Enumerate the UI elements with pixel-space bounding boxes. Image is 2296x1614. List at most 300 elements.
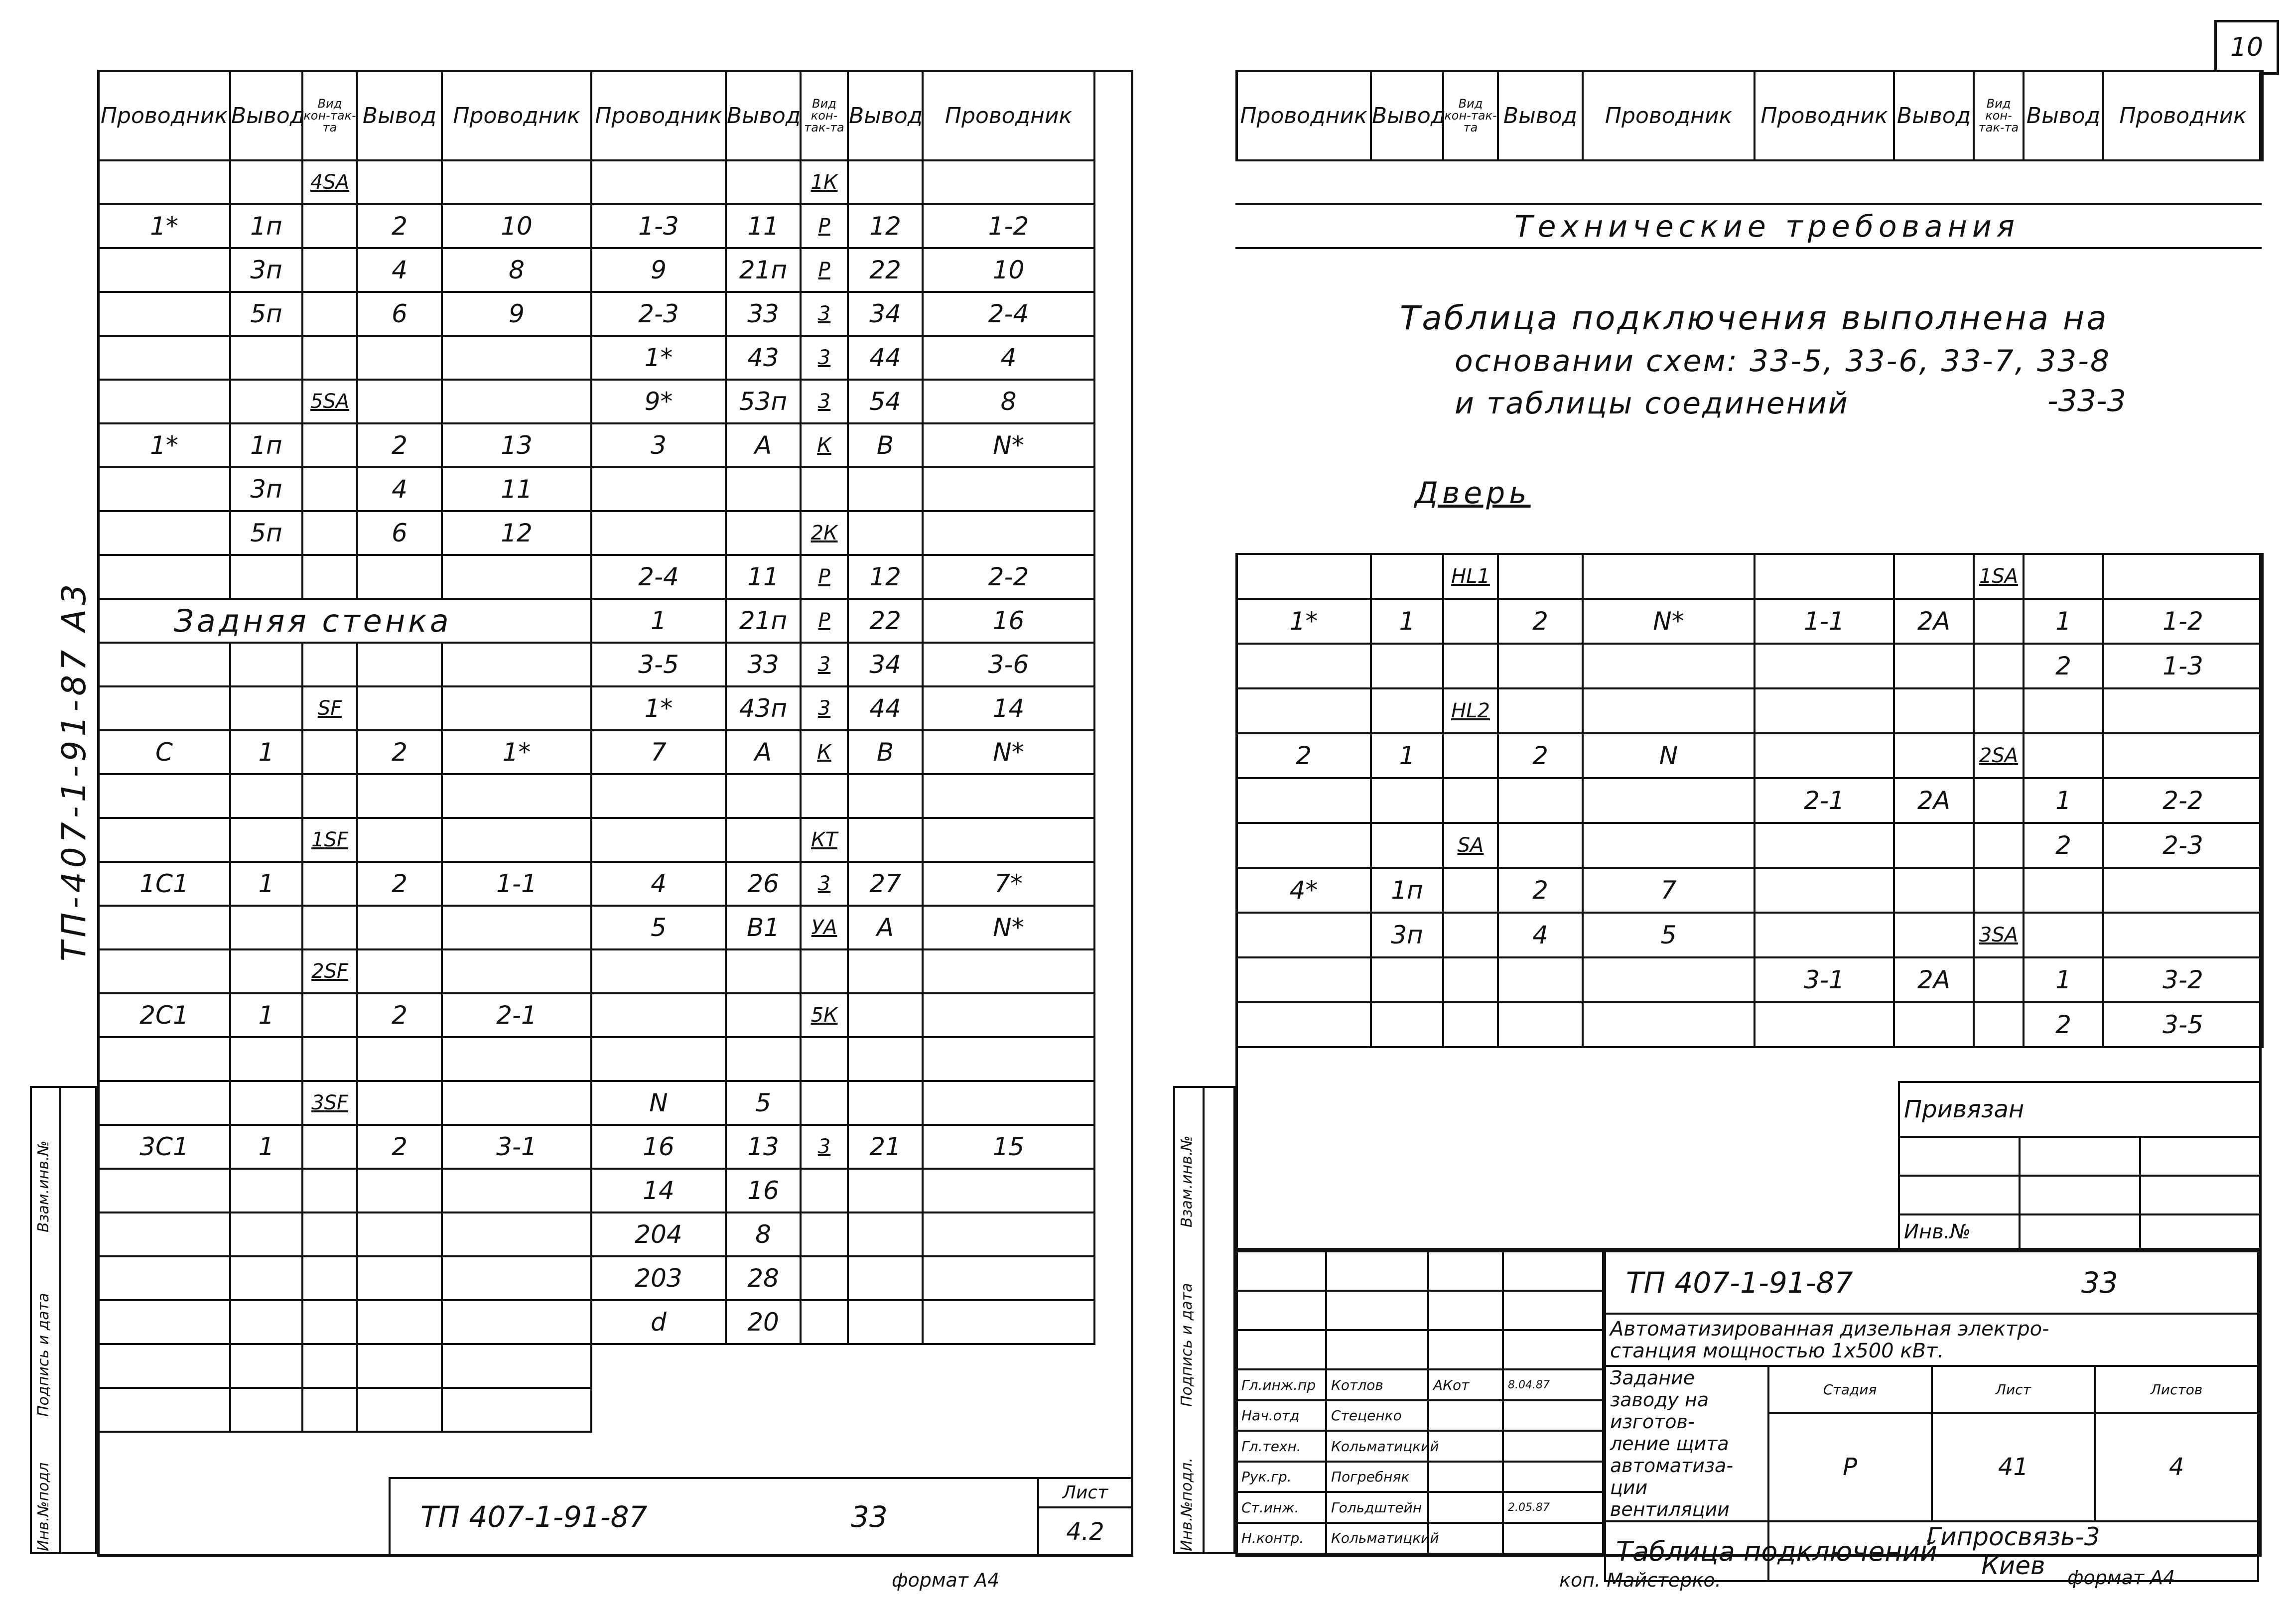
table-cell: 5п: [230, 511, 302, 555]
table-cell: [230, 949, 302, 993]
device-cell: [1443, 599, 1498, 644]
table-cell: [1755, 823, 1894, 868]
table-cell: [1755, 1002, 1894, 1047]
table-row: [591, 862, 1094, 906]
table-cell: [442, 1037, 591, 1081]
device-cell: 3: [801, 336, 848, 380]
table-cell: [1371, 554, 1443, 599]
table-cell: [1236, 688, 1371, 733]
signer-name: Погребняк: [1326, 1462, 1428, 1492]
table-cell: 2А: [1894, 778, 1974, 823]
table-cell: 203: [591, 1256, 726, 1300]
table-cell: [357, 160, 442, 204]
table-cell: [2103, 554, 2263, 599]
table-cell: [98, 1212, 230, 1256]
table-cell: 33: [726, 643, 801, 686]
device-cell: [302, 292, 357, 336]
table-cell: [1236, 778, 1371, 823]
signer-row: [1236, 1400, 1603, 1431]
signer-name: Стеценко: [1326, 1400, 1428, 1431]
table-row: [1236, 778, 1755, 823]
sheet-label: Лист: [1932, 1366, 2095, 1413]
table-cell: [848, 818, 923, 862]
table-cell: [923, 1256, 1094, 1300]
col-header: Вид кон-так-та: [1974, 71, 2024, 160]
table-cell: [1498, 554, 1583, 599]
table-cell: [357, 1169, 442, 1212]
section-title: Задняя стенка: [98, 599, 591, 643]
table-cell: [442, 949, 591, 993]
table-row: [98, 423, 591, 467]
table-cell: 9: [591, 248, 726, 292]
table-cell: 1: [2024, 599, 2103, 644]
table-cell: [98, 686, 230, 730]
table-row: [98, 1388, 591, 1432]
table-cell: С: [98, 730, 230, 774]
table-cell: 44: [848, 336, 923, 380]
table-cell: [1236, 957, 1371, 1002]
page-number-box: [2214, 20, 2279, 75]
table-cell: [230, 686, 302, 730]
col-header: Проводник: [442, 71, 591, 160]
table-cell: [923, 1081, 1094, 1125]
table-cell: 12: [848, 204, 923, 248]
device-cell: 3: [801, 1125, 848, 1169]
table-cell: [2024, 913, 2103, 957]
device-cell: 4SA: [302, 160, 357, 204]
table-cell: 3-1: [1755, 957, 1894, 1002]
table-cell: [848, 993, 923, 1037]
table-cell: 2: [357, 423, 442, 467]
table-cell: [1583, 688, 1755, 733]
table-cell: [1371, 644, 1443, 688]
table-cell: [357, 1212, 442, 1256]
binding-strip-left: [30, 1086, 97, 1554]
table-cell: 44: [848, 686, 923, 730]
device-cell: [801, 1037, 848, 1081]
device-cell: [302, 1256, 357, 1300]
table-cell: [442, 906, 591, 949]
table-cell: [1371, 823, 1443, 868]
table-cell: [98, 818, 230, 862]
table-cell: [726, 818, 801, 862]
table-cell: [1894, 644, 1974, 688]
note-line-3-ref: -33-3: [2047, 384, 2126, 418]
device-cell: [302, 1037, 357, 1081]
table-cell: N*: [923, 423, 1094, 467]
col-header: Вывод: [1894, 71, 1974, 160]
table-cell: 1*: [98, 204, 230, 248]
table-cell: 4: [923, 336, 1094, 380]
table-cell: [98, 467, 230, 511]
table-cell: [923, 774, 1094, 818]
device-cell: SA: [1443, 823, 1498, 868]
table-row: [591, 423, 1094, 467]
device-cell: 3SA: [1974, 913, 2024, 957]
table-cell: 1: [230, 1125, 302, 1169]
table-cell: [1894, 823, 1974, 868]
signer-role: Н.контр.: [1236, 1523, 1326, 1554]
header-table-right-b: [1754, 70, 2264, 161]
col-header: Вывод: [848, 71, 923, 160]
side-label: ТП-407-1-91-87 А3: [55, 580, 93, 961]
table-cell: [442, 1081, 591, 1125]
table-cell: d: [591, 1300, 726, 1344]
signer-row: [1236, 1369, 1603, 1400]
signer-role: Нач.отд: [1236, 1400, 1326, 1431]
table-cell: [98, 336, 230, 380]
table-cell: 1-2: [2103, 599, 2263, 644]
table-cell: [2024, 688, 2103, 733]
table-row: [591, 380, 1094, 423]
sheets-value: 4: [2095, 1413, 2258, 1521]
table-cell: [98, 1344, 230, 1388]
table-cell: 34: [848, 292, 923, 336]
table-cell: [1894, 688, 1974, 733]
table-cell: [1583, 957, 1755, 1002]
device-cell: 5К: [801, 993, 848, 1037]
table-cell: [98, 1169, 230, 1212]
binding-label: Подпись и дата: [1178, 1283, 1196, 1407]
table-cell: 5: [726, 1081, 801, 1125]
table-cell: 14: [591, 1169, 726, 1212]
table-cell: 11: [442, 467, 591, 511]
device-cell: Р: [801, 599, 848, 643]
table-cell: 26: [726, 862, 801, 906]
device-cell: [302, 555, 357, 599]
table-row: [1755, 778, 2263, 823]
table-cell: [726, 993, 801, 1037]
table-row: [1755, 1002, 2263, 1047]
table-cell: 204: [591, 1212, 726, 1256]
table-cell: 22: [848, 599, 923, 643]
table-cell: 4*: [1236, 868, 1371, 913]
table-cell: 5п: [230, 292, 302, 336]
device-cell: [1974, 1002, 2024, 1047]
device-cell: [302, 423, 357, 467]
signer-name: Гольдштейн: [1326, 1492, 1428, 1523]
table-cell: [357, 906, 442, 949]
device-cell: [302, 993, 357, 1037]
table-cell: [230, 1037, 302, 1081]
table-cell: [230, 906, 302, 949]
device-cell: [302, 643, 357, 686]
table-cell: [98, 1081, 230, 1125]
signer-role: Гл.инж.пр: [1236, 1369, 1326, 1400]
table-cell: 10: [442, 204, 591, 248]
table-cell: [98, 511, 230, 555]
device-cell: 1К: [801, 160, 848, 204]
table-cell: 1*: [1236, 599, 1371, 644]
table-row: [1236, 957, 1755, 1002]
table-cell: [2103, 913, 2263, 957]
table-cell: 7: [591, 730, 726, 774]
device-cell: 3: [801, 686, 848, 730]
table-row: [1755, 913, 2263, 957]
table-row: [98, 336, 591, 380]
table-cell: 16: [591, 1125, 726, 1169]
table-cell: [1894, 913, 1974, 957]
table-row: [1236, 733, 1755, 778]
table-cell: [923, 467, 1094, 511]
table-cell: [230, 1344, 302, 1388]
sheets-label: Листов: [2095, 1366, 2258, 1413]
table-cell: 1: [2024, 957, 2103, 1002]
table-row: [591, 204, 1094, 248]
table-cell: 2: [1236, 733, 1371, 778]
table-cell: 2: [2024, 823, 2103, 868]
table-cell: 3-5: [2103, 1002, 2263, 1047]
table-cell: [230, 1169, 302, 1212]
device-cell: [1443, 913, 1498, 957]
org-city: Киев: [1981, 1551, 2045, 1580]
device-cell: Р: [801, 555, 848, 599]
col-header: Проводник: [591, 71, 726, 160]
col-header: Проводник: [98, 71, 230, 160]
table-cell: 1-2: [923, 204, 1094, 248]
table-row: [98, 204, 591, 248]
table-cell: 15: [923, 1125, 1094, 1169]
col-header: Проводник: [923, 71, 1094, 160]
table-cell: 2-2: [923, 555, 1094, 599]
attached-box: [1898, 1081, 2262, 1250]
table-cell: 3п: [230, 248, 302, 292]
signer-row: [1236, 1431, 1603, 1462]
table-cell: [98, 774, 230, 818]
table-cell: 53п: [726, 380, 801, 423]
binding-strip-right: [1173, 1086, 1235, 1554]
device-cell: УА: [801, 906, 848, 949]
binding-label: Инв.№подл: [35, 1462, 52, 1551]
table-cell: 3-2: [2103, 957, 2263, 1002]
requirements-title: Технические требования: [1514, 209, 2020, 244]
table-cell: [1755, 554, 1894, 599]
table-cell: [923, 1300, 1094, 1344]
table-cell: [2103, 688, 2263, 733]
table-cell: 8: [442, 248, 591, 292]
table-cell: [923, 1212, 1094, 1256]
table-row: [98, 1300, 591, 1344]
table-row: [1236, 554, 1755, 599]
table-cell: 3С1: [98, 1125, 230, 1169]
table-cell: [442, 380, 591, 423]
signer-date: 2.05.87: [1503, 1492, 1603, 1523]
table-cell: 1п: [1371, 868, 1443, 913]
signer-sign: [1428, 1523, 1503, 1554]
table-cell: 2А: [1894, 957, 1974, 1002]
table-cell: [1236, 913, 1371, 957]
device-cell: К: [801, 730, 848, 774]
device-cell: [302, 1169, 357, 1212]
table-row: [591, 292, 1094, 336]
table-row: [1755, 823, 2263, 868]
table-cell: [357, 380, 442, 423]
signers-table: [1235, 1250, 1604, 1557]
device-cell: [302, 467, 357, 511]
binding-label: Взам.инв.№: [1178, 1135, 1196, 1227]
table-cell: [1498, 688, 1583, 733]
device-cell: [302, 1388, 357, 1432]
device-cell: [302, 1125, 357, 1169]
table-cell: [1236, 1002, 1371, 1047]
table-cell: [442, 774, 591, 818]
device-cell: 3: [801, 292, 848, 336]
table-cell: 2-3: [591, 292, 726, 336]
table-row: [1755, 554, 2263, 599]
table-cell: [357, 1344, 442, 1388]
signer-name: Кольматицкий: [1326, 1431, 1428, 1462]
table-cell: [923, 993, 1094, 1037]
table-row: [591, 599, 1094, 643]
table-cell: 1С1: [98, 862, 230, 906]
table-cell: [923, 949, 1094, 993]
table-cell: 1-3: [591, 204, 726, 248]
device-cell: [801, 774, 848, 818]
table-row: [1755, 599, 2263, 644]
note-line-2: основании схем: 33-5, 33-6, 33-7, 33-8: [1455, 344, 2111, 379]
table-row: [1755, 644, 2263, 688]
device-cell: [1443, 778, 1498, 823]
stamp-code: ТП 407-1-91-87: [420, 1500, 648, 1534]
table-cell: [442, 686, 591, 730]
connection-table-left: [97, 70, 592, 1433]
device-cell: 3: [801, 862, 848, 906]
table-cell: [357, 1037, 442, 1081]
device-cell: [801, 1212, 848, 1256]
table-cell: [442, 1344, 591, 1388]
table-row: [1236, 688, 1755, 733]
table-row: [1236, 599, 1755, 644]
col-header: Вид кон-так-та: [801, 71, 848, 160]
col-header: Вывод: [357, 71, 442, 160]
signer-role: Гл.техн.: [1236, 1431, 1326, 1462]
table-cell: [2024, 868, 2103, 913]
device-cell: HL2: [1443, 688, 1498, 733]
table-cell: 13: [726, 1125, 801, 1169]
table-cell: [923, 160, 1094, 204]
device-cell: [1974, 644, 2024, 688]
table-row: [591, 643, 1094, 686]
table-cell: [848, 774, 923, 818]
table-cell: [1583, 778, 1755, 823]
table-cell: [98, 555, 230, 599]
col-header: Вывод: [2024, 71, 2103, 160]
table-cell: [848, 467, 923, 511]
table-cell: [2103, 733, 2263, 778]
device-cell: [302, 1344, 357, 1388]
signer-date: [1503, 1523, 1603, 1554]
table-cell: [923, 818, 1094, 862]
signer-sign: АКот: [1428, 1369, 1503, 1400]
table-cell: 1: [1371, 733, 1443, 778]
stamp-mark: 33: [2081, 1265, 2118, 1300]
table-cell: [2024, 733, 2103, 778]
table-cell: [357, 818, 442, 862]
table-cell: [848, 511, 923, 555]
table-cell: [1371, 778, 1443, 823]
col-header: Проводник: [2103, 71, 2263, 160]
device-cell: 1SA: [1974, 554, 2024, 599]
table-cell: [442, 1300, 591, 1344]
signer-name: Котлов: [1326, 1369, 1428, 1400]
table-cell: 11: [726, 204, 801, 248]
col-header: Вывод: [726, 71, 801, 160]
table-cell: [1498, 1002, 1583, 1047]
table-row: [1236, 1002, 1755, 1047]
table-cell: [98, 1256, 230, 1300]
table-cell: [1498, 823, 1583, 868]
col-header: Проводник: [1583, 71, 1755, 160]
table-cell: [442, 643, 591, 686]
table-cell: 20: [726, 1300, 801, 1344]
device-cell: [302, 336, 357, 380]
table-cell: [357, 555, 442, 599]
table-cell: 4: [357, 467, 442, 511]
device-cell: К: [801, 423, 848, 467]
binding-label: Инв.№подл.: [1178, 1458, 1196, 1551]
table-row: [1755, 868, 2263, 913]
format-label: формат А4: [2067, 1567, 2175, 1589]
table-cell: [442, 555, 591, 599]
col-header: Вывод: [1371, 71, 1443, 160]
table-row: [591, 906, 1094, 949]
table-row: [591, 248, 1094, 292]
connection-table-door: [1235, 553, 1756, 1048]
table-cell: 1-1: [442, 862, 591, 906]
table-cell: [848, 1212, 923, 1256]
table-row: [1236, 913, 1755, 957]
table-cell: [591, 993, 726, 1037]
table-cell: 1: [230, 730, 302, 774]
signer-date: [1503, 1400, 1603, 1431]
table-cell: [848, 1256, 923, 1300]
binding-label: Подпись и дата: [35, 1293, 52, 1417]
table-cell: [230, 643, 302, 686]
table-cell: 1п: [230, 204, 302, 248]
table-cell: В: [848, 423, 923, 467]
table-cell: N: [591, 1081, 726, 1125]
table-cell: 1: [230, 862, 302, 906]
table-cell: [357, 1300, 442, 1344]
table-cell: [230, 1388, 302, 1432]
note-line-3: и таблицы соединений: [1455, 386, 1849, 421]
device-cell: [1443, 733, 1498, 778]
table-cell: [230, 1300, 302, 1344]
table-cell: [1583, 554, 1755, 599]
table-cell: [1583, 823, 1755, 868]
table-cell: 3п: [230, 467, 302, 511]
stamp-title-1: Автоматизированная дизельная электро-: [1610, 1317, 2049, 1341]
signer-sign: [1428, 1431, 1503, 1462]
table-cell: [1583, 644, 1755, 688]
table-row: [591, 730, 1094, 774]
table-row: [98, 1037, 591, 1081]
table-cell: N*: [923, 906, 1094, 949]
table-cell: 3: [591, 423, 726, 467]
table-cell: [848, 1300, 923, 1344]
table-cell: N*: [923, 730, 1094, 774]
sheet-value: 41: [1932, 1413, 2095, 1521]
table-cell: [442, 818, 591, 862]
table-cell: 1*: [442, 730, 591, 774]
table-cell: 2: [1498, 599, 1583, 644]
table-cell: [442, 1256, 591, 1300]
table-cell: 21п: [726, 599, 801, 643]
table-row: [591, 555, 1094, 599]
table-cell: [98, 380, 230, 423]
table-cell: 43п: [726, 686, 801, 730]
table-cell: 3-5: [591, 643, 726, 686]
